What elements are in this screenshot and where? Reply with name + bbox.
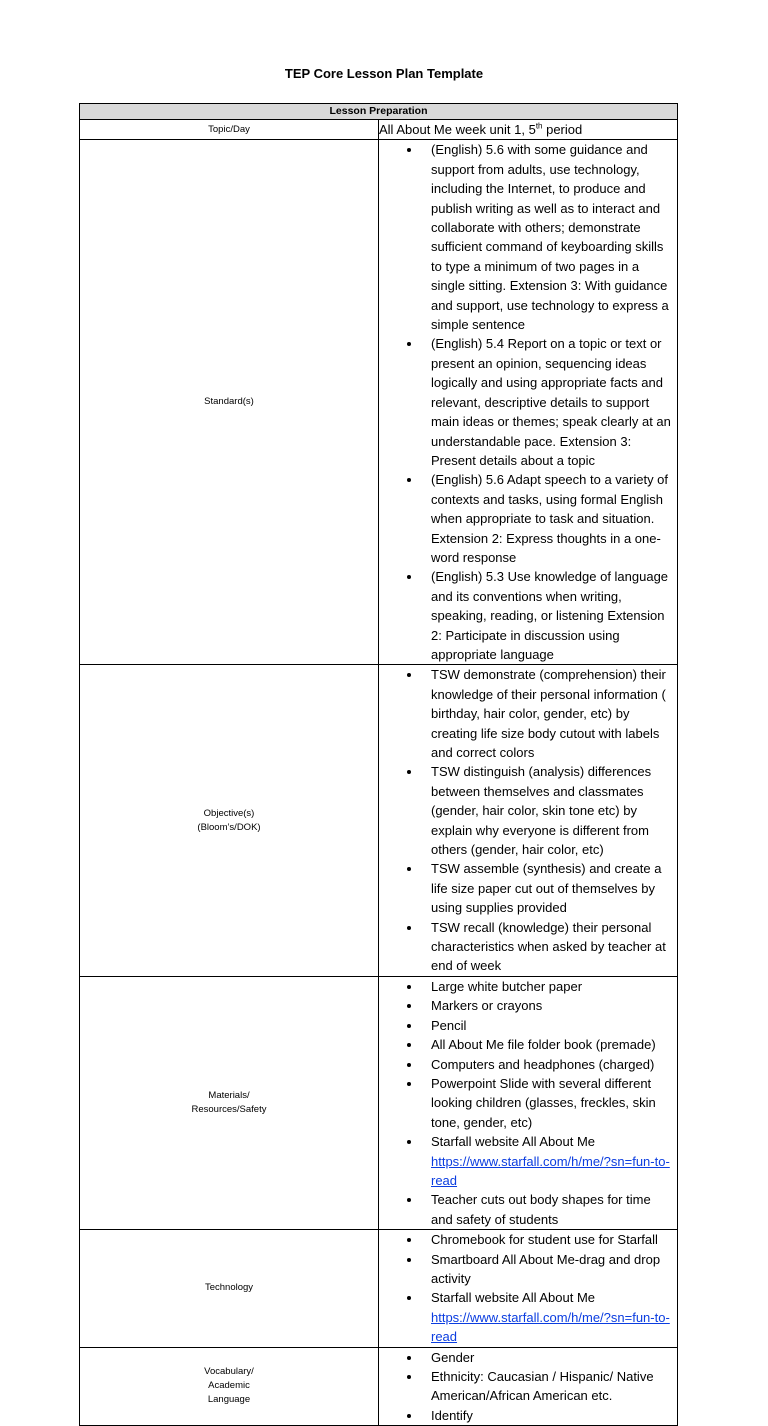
list-item: (English) 5.4 Report on a topic or text or present an opinion, sequencing ideas logically and using appropriate facts and relevant, descriptive details to support main ideas or themes; speak clearly at an understandable pace. Extension 3: Present details about a topic	[431, 334, 671, 470]
technology-list	[379, 1230, 677, 1346]
topic-value-suffix: period	[542, 122, 583, 137]
starfall-text: Starfall website All About Me	[431, 1134, 596, 1150]
list-item: (English) 5.6 Adapt speech to a variety of contexts and tasks, using formal English when appropriate to task and situation. Extension 2: Express thoughts in a one-word response	[431, 470, 671, 567]
document-title: TEP Core Lesson Plan Template	[284, 66, 484, 81]
materials-content	[379, 976, 678, 1229]
starfall-text: Starfall website All About Me	[431, 1290, 596, 1306]
objectives-label	[80, 665, 379, 977]
list-item	[431, 1288, 671, 1346]
section-header-row	[80, 104, 678, 120]
vocabulary-row	[80, 1347, 678, 1426]
vocabulary-content	[379, 1347, 678, 1426]
list-item: TSW distinguish (analysis) differences between themselves and classmates (gender, hair color, skin tone etc) by explain why everyone is different from others (gender, hair color, etc)	[431, 762, 671, 859]
list-item: TSW demonstrate (comprehension) their knowledge of their personal information ( birthday, hair color, gender, etc) by creating life size body cutout with labels and correct colors	[431, 665, 671, 762]
list-item: Chromebook for student use for Starfall	[431, 1230, 671, 1249]
vocabulary-list	[379, 1348, 677, 1426]
list-item: TSW recall (knowledge) their personal characteristics when asked by teacher at end of week	[431, 918, 671, 976]
list-item: TSW assemble (synthesis) and create a life size paper cut out of themselves by using supplies provided	[431, 859, 671, 917]
standards-list	[379, 140, 677, 664]
list-item: (English) 5.3 Use knowledge of language and its conventions when writing, speaking, reading, or listening Extension 2: Participate in discussion using appropriate language	[431, 567, 671, 664]
list-item: Identify	[431, 1406, 671, 1425]
list-item: Ethnicity: Caucasian / Hispanic/ Native American/African American etc.	[431, 1367, 671, 1406]
technology-row	[80, 1230, 678, 1347]
starfall-link[interactable]: https://www.starfall.com/h/me/?sn=fun-to-read	[431, 1153, 670, 1188]
list-item: (English) 5.6 with some guidance and support from adults, use technology, including the Internet, to produce and publish writing as well as to interact and collaborate with others; demonstrate sufficient command of keyboarding skills to type a minimum of two pages in a single sitting. Extension 3: With guidance and support, use technology to express a simple sentence	[431, 140, 671, 334]
topic-value-prefix: All About Me week unit 1, 5	[379, 122, 536, 137]
vocabulary-label-line1: Vocabulary/	[204, 1366, 254, 1378]
topic-row	[80, 120, 678, 140]
list-item: Gender	[431, 1348, 671, 1367]
list-item: Large white butcher paper	[431, 977, 671, 996]
vocabulary-label-line3: Language	[207, 1394, 251, 1406]
list-item	[431, 1132, 671, 1190]
objectives-label-line1: Objective(s)	[203, 807, 255, 819]
materials-label-line2: Resources/Safety	[191, 1104, 267, 1116]
list-item: Computers and headphones (charged)	[431, 1055, 671, 1074]
technology-label: Technology	[80, 1230, 379, 1347]
list-item: Smartboard All About Me-drag and drop activity	[431, 1250, 671, 1289]
list-item: Powerpoint Slide with several different looking children (glasses, freckles, skin tone, gender, etc)	[431, 1074, 671, 1132]
topic-value-sup: th	[535, 121, 543, 131]
materials-row	[80, 976, 678, 1229]
vocabulary-label	[80, 1347, 379, 1426]
standards-label: Standard(s)	[80, 140, 379, 665]
technology-content	[379, 1230, 678, 1347]
list-item: Pencil	[431, 1016, 671, 1035]
materials-label	[80, 976, 379, 1229]
topic-label: Topic/Day	[80, 120, 379, 140]
objectives-label-line2: (Bloom’s/DOK)	[197, 821, 261, 833]
standards-row	[80, 140, 678, 665]
list-item: Markers or crayons	[431, 996, 671, 1015]
standards-content	[379, 140, 678, 665]
vocabulary-label-line2: Academic	[208, 1380, 250, 1392]
list-item: Teacher cuts out body shapes for time and safety of students	[431, 1190, 671, 1229]
list-item: All About Me file folder book (premade)	[431, 1035, 671, 1054]
objectives-list	[379, 665, 677, 976]
topic-value	[379, 120, 678, 140]
materials-list	[379, 977, 677, 1229]
objectives-content	[379, 665, 678, 977]
materials-label-line1: Materials/	[208, 1090, 250, 1102]
objectives-row	[80, 665, 678, 977]
lesson-plan-table	[79, 103, 678, 1426]
starfall-link[interactable]: https://www.starfall.com/h/me/?sn=fun-to-read	[431, 1309, 670, 1345]
section-header: Lesson Preparation	[80, 104, 678, 120]
